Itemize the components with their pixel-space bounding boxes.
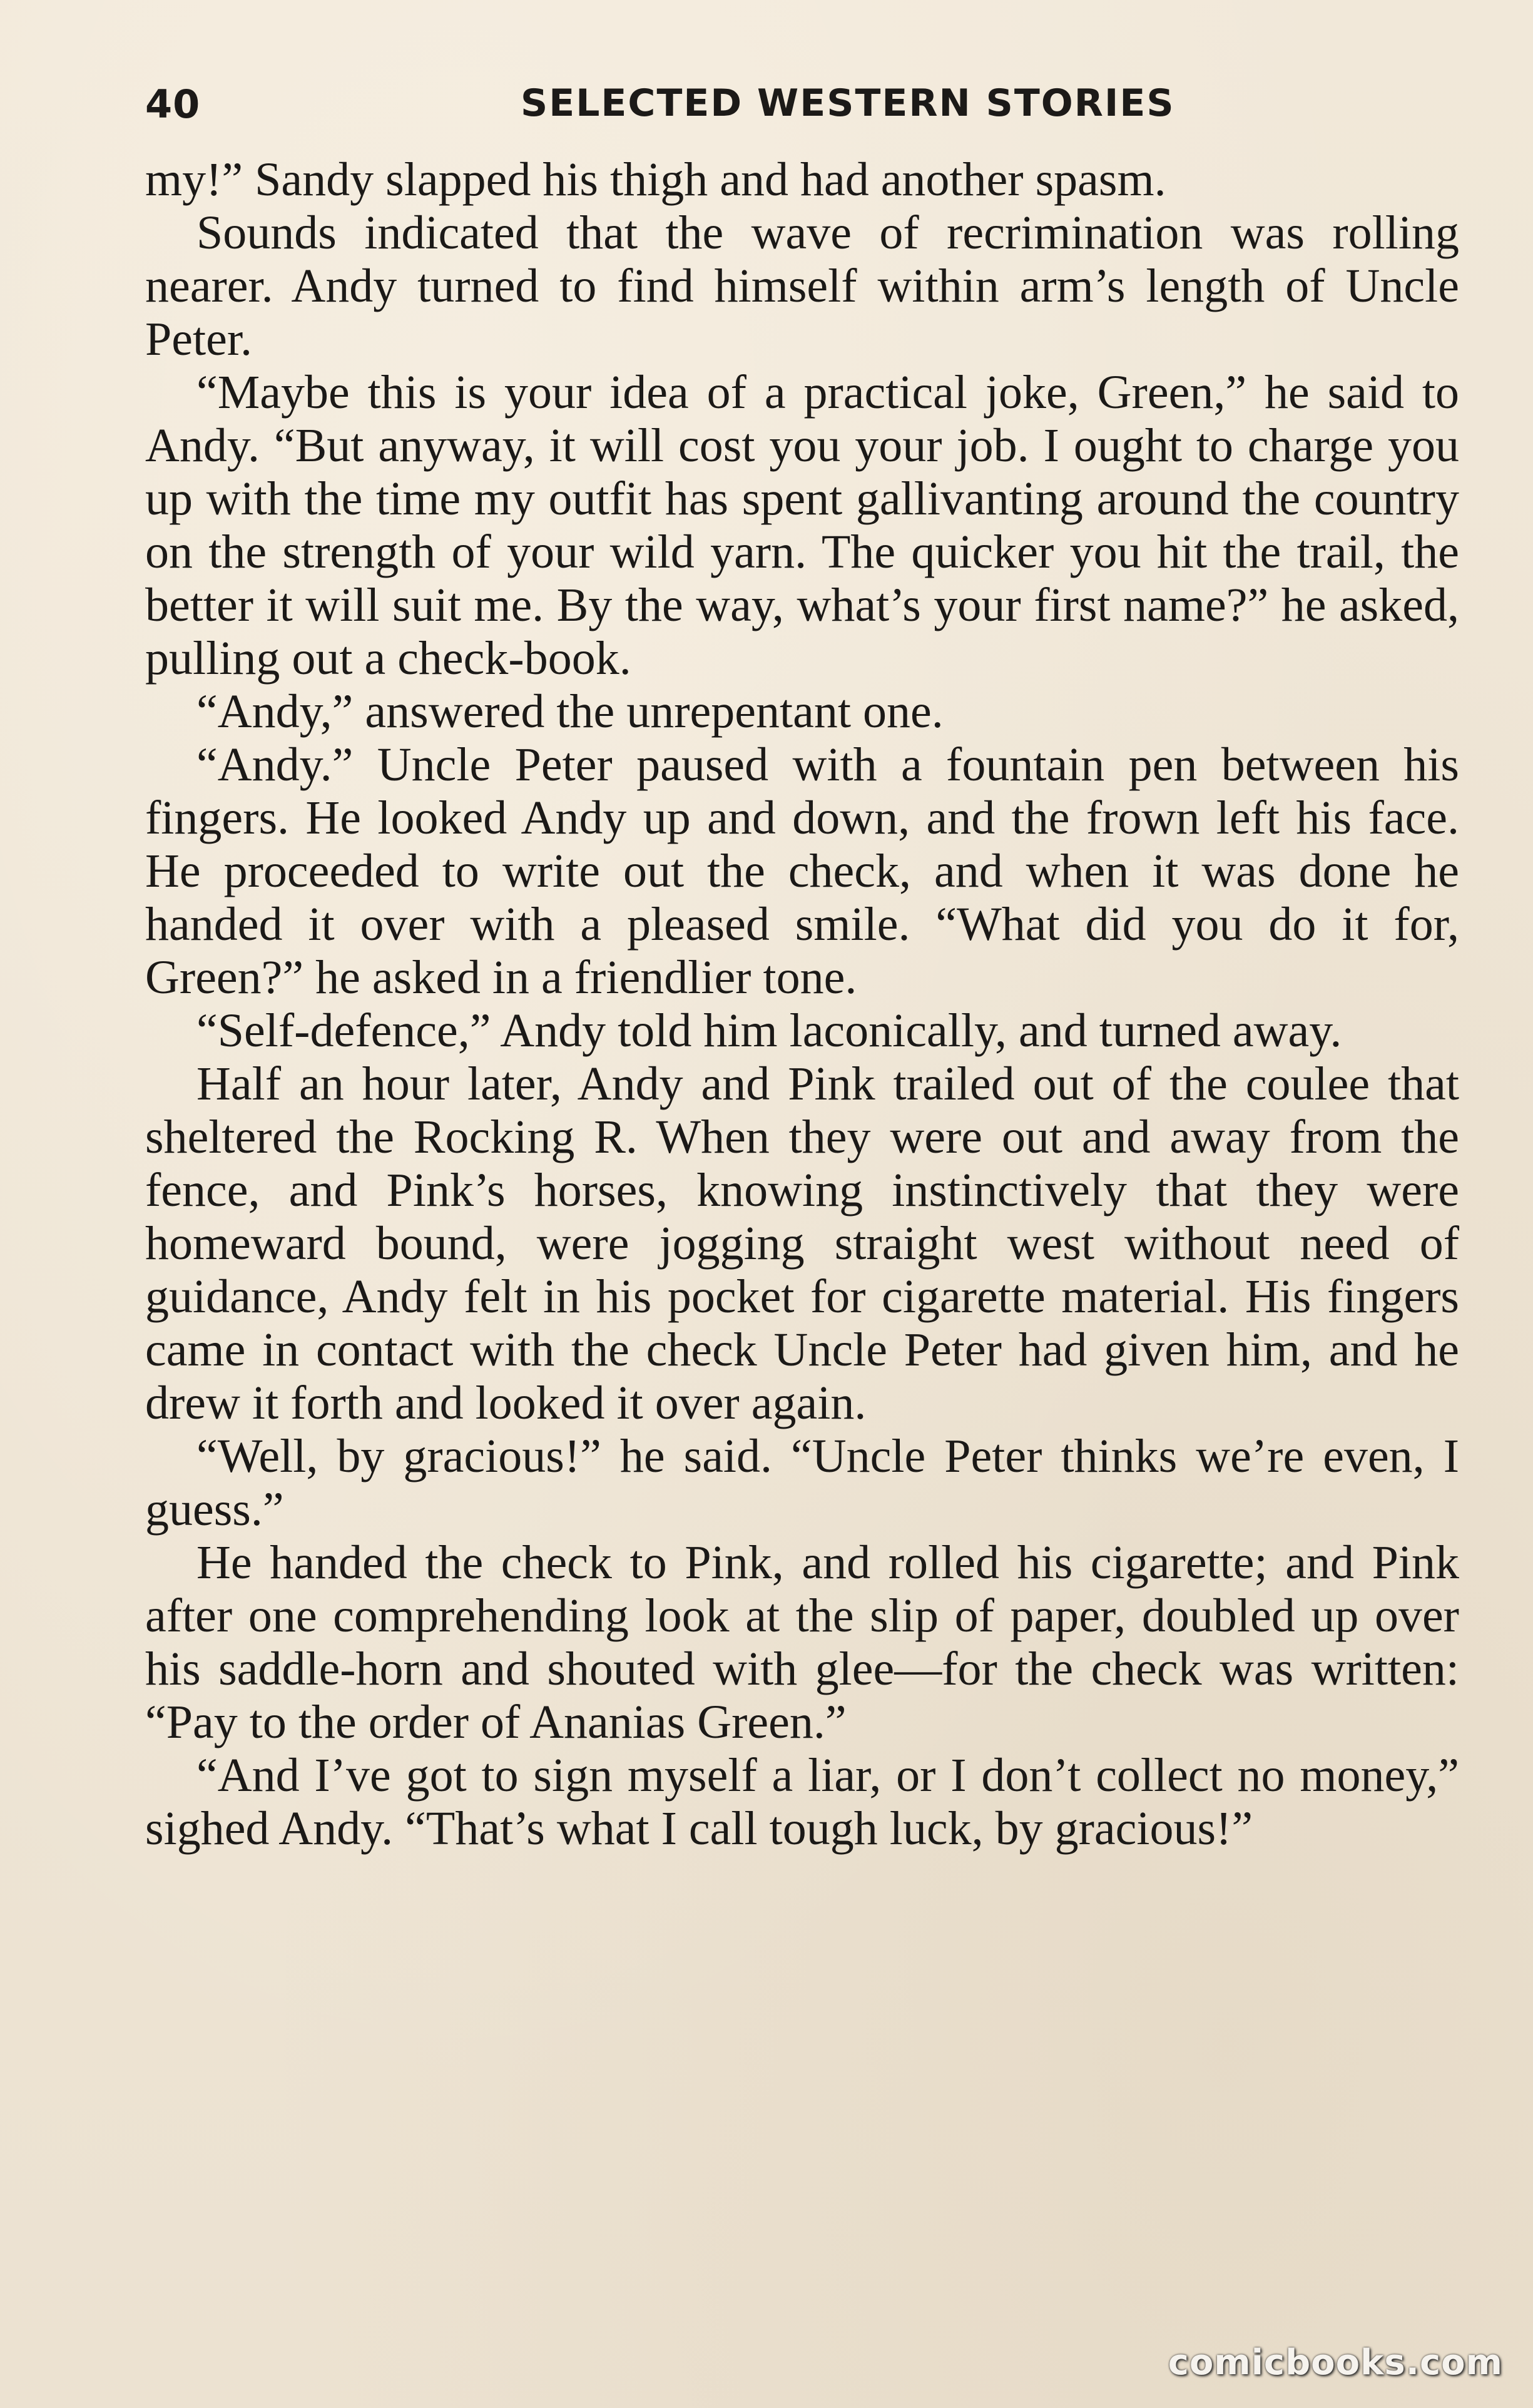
paragraph: “Well, by gracious!” he said. “Uncle Peter thinks we’re even, I guess.”	[145, 1430, 1459, 1536]
paragraph: my!” Sandy slapped his thigh and had another spasm.	[145, 153, 1166, 206]
paragraph: “Andy.” Uncle Peter paused with a fountain pen between his fingers. He looked Andy up and down, and the frown left his face. He proceeded to write out the check, and when it was done he handed it over with a pleased smile. “What did you do it for, Green?” he asked in a friendlier tone.	[145, 738, 1459, 1004]
page-number: 40	[145, 81, 201, 127]
paragraph: “Andy,” answered the unrepentant one.	[196, 685, 944, 738]
story-text	[145, 153, 1459, 1855]
paragraph: Sounds indicated that the wave of recrimination was rolling nearer. Andy turned to find himself within arm’s length of Uncle Peter.	[145, 207, 1459, 365]
paragraph: He handed the check to Pink, and rolled his cigarette; and Pink after one comprehending look at the slip of paper, doubled up over his saddle-horn and shouted with glee—for the check was written: “Pay to the order of Ananias Green.”	[145, 1536, 1459, 1748]
paragraph: Half an hour later, Andy and Pink trailed out of the coulee that sheltered the Rocking R. When they were out and away from the fence, and Pink’s horses, knowing instinctively that they were homeward bound, were jogging straight west without need of guidance, Andy felt in his pocket for cigarette material. His fingers came in contact with the check Uncle Peter had given him, and he drew it forth and looked it over again.	[145, 1058, 1459, 1429]
running-head: SELECTED WESTERN STORIES	[521, 81, 1175, 125]
site-watermark: comicbooks.com	[1168, 2342, 1503, 2383]
paragraph: “Maybe this is your idea of a practical joke, Green,” he said to Andy. “But anyway, it will cost you your job. I ought to charge you up with the time my outfit has spent gallivanting around the country on the strength of your wild yarn. The quicker you hit the trail, the better it will suit me. By the way, what’s your first name?” he asked, pulling out a check-book.	[145, 366, 1459, 685]
paragraph: “And I’ve got to sign myself a liar, or I don’t collect no money,” sighed Andy. “That’s what I call tough luck, by gracious!”	[145, 1749, 1459, 1855]
page-header	[145, 81, 1459, 138]
paragraph: “Self-defence,” Andy told him laconically, and turned away.	[196, 1004, 1342, 1057]
